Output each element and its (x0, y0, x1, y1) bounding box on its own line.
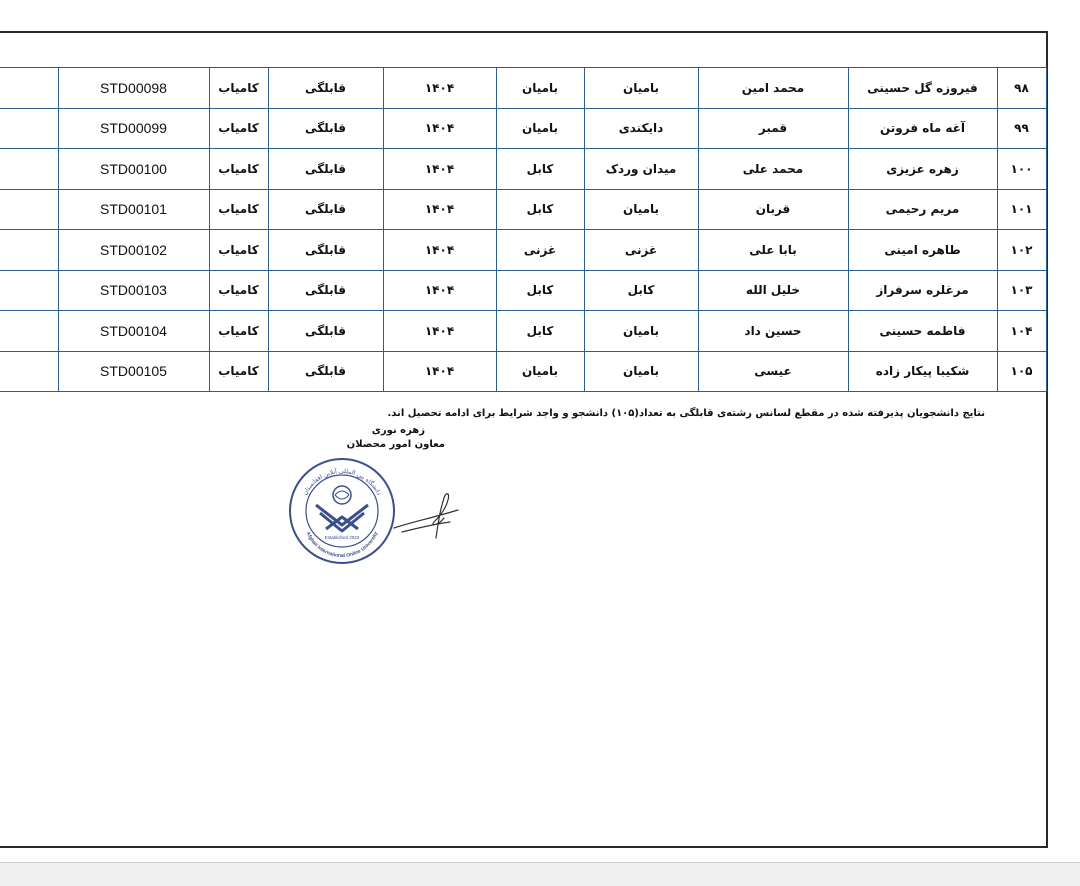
field-cell: قابلگی (268, 68, 383, 109)
row-number-cell: ۱۰۱ (997, 189, 1046, 230)
student-id-cell: STD00105 (58, 351, 209, 392)
year-cell: ۱۴۰۴ (383, 351, 496, 392)
signatory-title: معاون امور محصلان (346, 439, 445, 450)
viewer-bottom-bar (0, 862, 1080, 886)
row-number-cell: ۹۸ (997, 68, 1046, 109)
table-row (0, 189, 1046, 230)
birthplace-cell: میدان وردک (584, 149, 698, 190)
row-number-cell: ۹۹ (997, 108, 1046, 149)
father-name-cell: محمد امین (698, 68, 848, 109)
seal-bottom-text: Afghan International Online University (304, 531, 380, 560)
status-cell: کامیاب (209, 189, 268, 230)
signature-mark (392, 488, 468, 544)
field-cell: قابلگی (268, 108, 383, 149)
field-cell: قابلگی (268, 189, 383, 230)
table-row (0, 149, 1046, 190)
blank-cell (0, 230, 58, 271)
student-id-cell: STD00102 (58, 230, 209, 271)
year-cell: ۱۴۰۴ (383, 149, 496, 190)
father-name-cell: حسین داد (698, 311, 848, 352)
birthplace-cell: دایکندی (584, 108, 698, 149)
student-name-cell: شکیبا پیکار زاده (848, 351, 997, 392)
row-number-cell: ۱۰۰ (997, 149, 1046, 190)
province-cell: کابل (496, 189, 584, 230)
student-id-cell: STD00099 (58, 108, 209, 149)
field-cell: قابلگی (268, 311, 383, 352)
year-cell: ۱۴۰۴ (383, 311, 496, 352)
birthplace-cell: بامیان (584, 311, 698, 352)
status-cell: کامیاب (209, 230, 268, 271)
year-cell: ۱۴۰۴ (383, 230, 496, 271)
birthplace-cell: بامیان (584, 68, 698, 109)
table-row (0, 270, 1046, 311)
results-note: نتایج دانشجویان پذیرفته شده در مقطع لسانس رشته‌ی قابلگی به تعداد(۱۰۵) دانشجو و واجد شرایط برای ادامه تحصیل اند. (387, 408, 985, 419)
student-id-cell: STD00101 (58, 189, 209, 230)
row-number-cell: ۱۰۲ (997, 230, 1046, 271)
blank-cell (0, 149, 58, 190)
province-cell: کابل (496, 311, 584, 352)
field-cell: قابلگی (268, 230, 383, 271)
blank-cell (0, 68, 58, 109)
father-name-cell: خلیل الله (698, 270, 848, 311)
blank-cell (0, 189, 58, 230)
birthplace-cell: بامیان (584, 351, 698, 392)
svg-text:دانشگاه بین المللی آنلاین افغا (302, 466, 383, 496)
student-name-cell: طاهره امینی (848, 230, 997, 271)
signatory-name: زهره نوری (371, 425, 425, 436)
year-cell: ۱۴۰۴ (383, 270, 496, 311)
status-cell: کامیاب (209, 311, 268, 352)
father-name-cell: قمبر (698, 108, 848, 149)
birthplace-cell: بامیان (584, 189, 698, 230)
status-cell: کامیاب (209, 108, 268, 149)
university-seal (288, 457, 396, 565)
student-name-cell: مرغلره سرفراز (848, 270, 997, 311)
student-name-cell: آغه ماه فروتن (848, 108, 997, 149)
year-cell: ۱۴۰۴ (383, 189, 496, 230)
table-row (0, 351, 1046, 392)
student-id-cell: STD00104 (58, 311, 209, 352)
status-cell: کامیاب (209, 351, 268, 392)
province-cell: بامیان (496, 68, 584, 109)
father-name-cell: بابا علی (698, 230, 848, 271)
seal-top-text: دانشگاه بین المللی آنلاین افغانستان (301, 467, 383, 497)
student-name-cell: فیروزه گل حسینی (848, 68, 997, 109)
table-row (0, 68, 1046, 109)
field-cell: قابلگی (268, 149, 383, 190)
student-id-cell: STD00098 (58, 68, 209, 109)
student-name-cell: مریم رحیمی (848, 189, 997, 230)
table-row (0, 230, 1046, 271)
row-number-cell: ۱۰۵ (997, 351, 1046, 392)
blank-cell (0, 270, 58, 311)
year-cell: ۱۴۰۴ (383, 68, 496, 109)
year-cell: ۱۴۰۴ (383, 108, 496, 149)
province-cell: بامیان (496, 108, 584, 149)
province-cell: بامیان (496, 351, 584, 392)
status-cell: کامیاب (209, 270, 268, 311)
student-name-cell: فاطمه حسینی (848, 311, 997, 352)
student-id-cell: STD00103 (58, 270, 209, 311)
father-name-cell: محمد علی (698, 149, 848, 190)
status-cell: کامیاب (209, 149, 268, 190)
results-table (0, 67, 1047, 392)
status-cell: کامیاب (209, 68, 268, 109)
blank-cell (0, 108, 58, 149)
row-number-cell: ۱۰۳ (997, 270, 1046, 311)
blank-cell (0, 311, 58, 352)
footer-block (280, 408, 985, 450)
table-row (0, 311, 1046, 352)
seal-established-text: Established 2022 (324, 535, 360, 540)
father-name-cell: عیسی (698, 351, 848, 392)
field-cell: قابلگی (268, 270, 383, 311)
province-cell: غزنی (496, 230, 584, 271)
field-cell: قابلگی (268, 351, 383, 392)
father-name-cell: قربان (698, 189, 848, 230)
blank-cell (0, 351, 58, 392)
student-name-cell: زهره عزیزی (848, 149, 997, 190)
province-cell: کابل (496, 270, 584, 311)
province-cell: کابل (496, 149, 584, 190)
birthplace-cell: کابل (584, 270, 698, 311)
student-id-cell: STD00100 (58, 149, 209, 190)
row-number-cell: ۱۰۴ (997, 311, 1046, 352)
table-row (0, 108, 1046, 149)
birthplace-cell: غزنی (584, 230, 698, 271)
